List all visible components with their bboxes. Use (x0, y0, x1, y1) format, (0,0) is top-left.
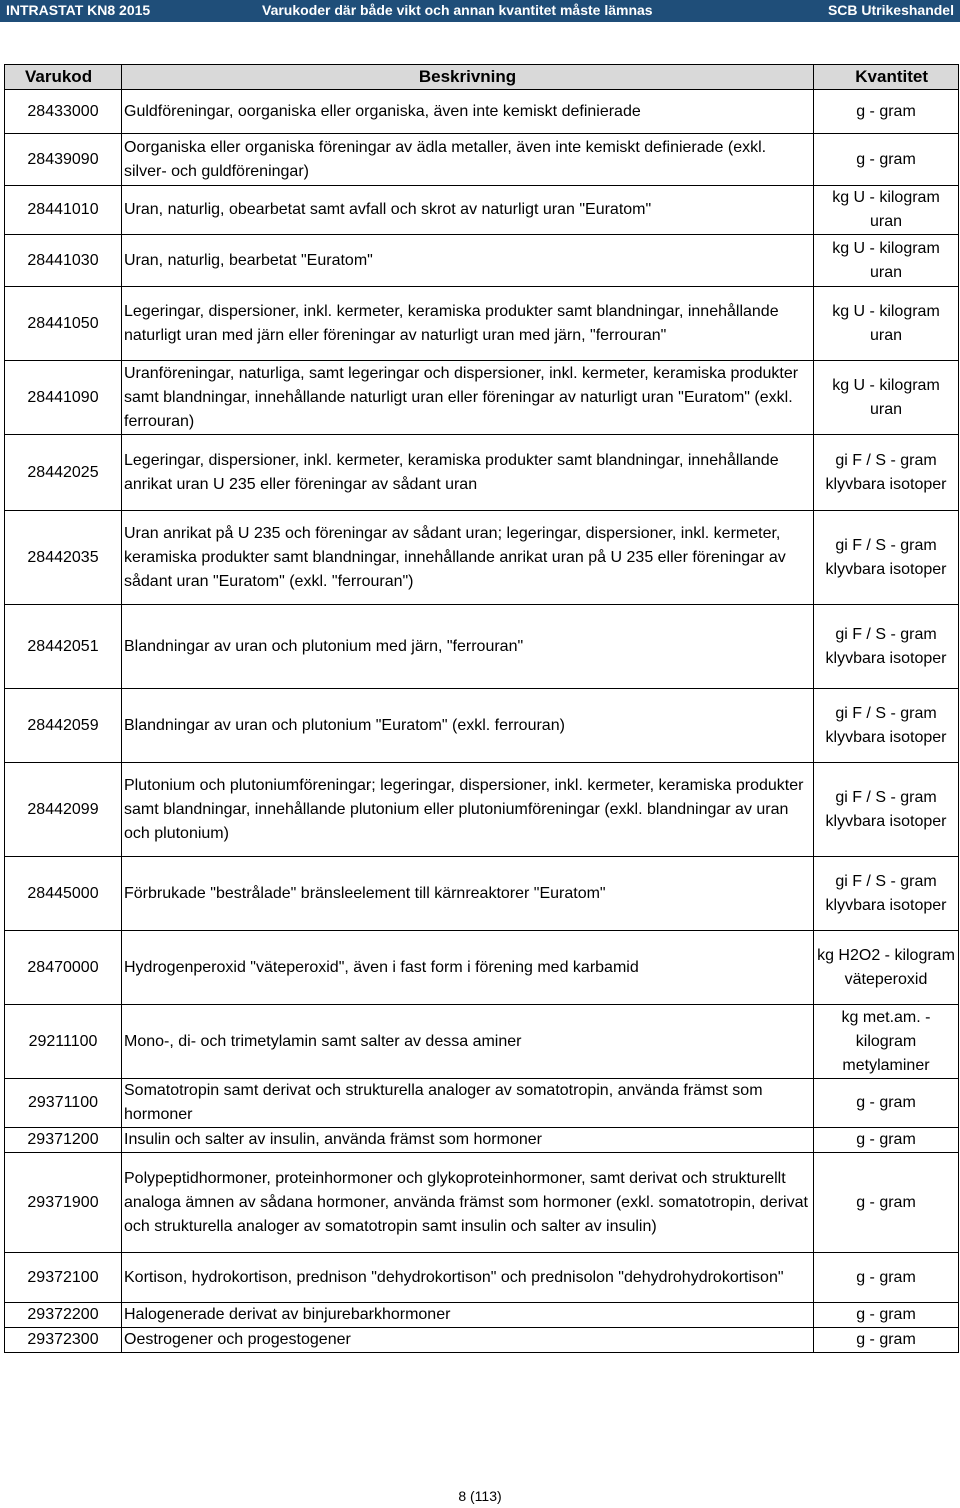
row-code: 29371200 (5, 1128, 122, 1153)
row-code: 28442099 (5, 763, 122, 857)
header-publisher: SCB Utrikeshandel (827, 2, 954, 18)
table-header-row (5, 65, 959, 90)
table-row (5, 287, 959, 361)
row-quantity: kg U - kilogram uran (814, 361, 959, 435)
row-description: Somatotropin samt derivat och strukturella analoger av somatotropin, använda främst som hormoner (122, 1079, 814, 1128)
table-row (5, 1328, 959, 1353)
page-header-bar (0, 0, 960, 22)
table-row (5, 605, 959, 689)
row-description: Förbrukade "bestrålade" bränsleelement till kärnreaktorer "Euratom" (122, 857, 814, 931)
table-row (5, 763, 959, 857)
row-description: Oorganiska eller organiska föreningar av ädla metaller, även inte kemiskt definierade (exkl. silver- och guldföreningar) (122, 134, 814, 186)
table-row (5, 1079, 959, 1128)
row-quantity: gi F / S - gram klyvbara isotoper (814, 435, 959, 511)
row-description: Blandningar av uran och plutonium med järn, "ferrouran" (122, 605, 814, 689)
row-description: Guldföreningar, oorganiska eller organiska, även inte kemiskt definierade (122, 90, 814, 134)
row-description: Uran, naturlig, bearbetat "Euratom" (122, 235, 814, 287)
table-row (5, 1303, 959, 1328)
table-row (5, 435, 959, 511)
row-quantity: gi F / S - gram klyvbara isotoper (814, 511, 959, 605)
row-quantity: gi F / S - gram klyvbara isotoper (814, 689, 959, 763)
row-description: Kortison, hydrokortison, prednison "dehydrokortison" och prednisolon "dehydrohydrokortison" (122, 1253, 814, 1303)
table-row (5, 90, 959, 134)
table-row (5, 361, 959, 435)
row-quantity: kg U - kilogram uran (814, 186, 959, 235)
row-description: Halogenerade derivat av binjurebarkhormoner (122, 1303, 814, 1328)
table-row (5, 1153, 959, 1253)
row-code: 28441050 (5, 287, 122, 361)
row-quantity: g - gram (814, 1253, 959, 1303)
row-quantity: kg U - kilogram uran (814, 287, 959, 361)
row-code: 28445000 (5, 857, 122, 931)
row-description: Uran anrikat på U 235 och föreningar av sådant uran; legeringar, dispersioner, inkl. kermeter, keramiska produkter samt blandningar, innehållande anrikat uran på U 235 eller föreningar av sådant uran "Euratom" (exkl. "ferrouran") (122, 511, 814, 605)
row-code: 28442025 (5, 435, 122, 511)
table-row (5, 511, 959, 605)
row-description: Mono-, di- och trimetylamin samt salter av dessa aminer (122, 1005, 814, 1079)
row-description: Blandningar av uran och plutonium "Euratom" (exkl. ferrouran) (122, 689, 814, 763)
table-row (5, 689, 959, 763)
row-code: 28470000 (5, 931, 122, 1005)
row-description: Insulin och salter av insulin, använda främst som hormoner (122, 1128, 814, 1153)
table-row (5, 857, 959, 931)
table-row (5, 931, 959, 1005)
row-quantity: gi F / S - gram klyvbara isotoper (814, 763, 959, 857)
table-row (5, 186, 959, 235)
row-description: Legeringar, dispersioner, inkl. kermeter, keramiska produkter samt blandningar, innehållande anrikat uran U 235 eller föreningar av sådant uran (122, 435, 814, 511)
row-quantity: gi F / S - gram klyvbara isotoper (814, 857, 959, 931)
header-subtitle: Varukoder där både vikt och annan kvantitet måste lämnas (262, 2, 653, 18)
table-body (5, 90, 959, 1353)
table-row (5, 235, 959, 287)
row-description: Legeringar, dispersioner, inkl. kermeter, keramiska produkter samt blandningar, innehållande naturligt uran med järn eller föreningar av naturligt uran med järn, "ferrouran" (122, 287, 814, 361)
row-quantity: kg U - kilogram uran (814, 235, 959, 287)
header-title: INTRASTAT KN8 2015 (6, 2, 151, 18)
row-code: 28441010 (5, 186, 122, 235)
row-description: Hydrogenperoxid "väteperoxid", även i fast form i förening med karbamid (122, 931, 814, 1005)
page-number: 8 (113) (458, 1488, 502, 1504)
row-quantity: g - gram (814, 134, 959, 186)
row-description: Plutonium och plutoniumföreningar; legeringar, dispersioner, inkl. kermeter, keramiska produkter samt blandningar, innehållande plutonium eller plutoniumföreningar (exkl. blandningar av uran och plutonium) (122, 763, 814, 857)
row-quantity: g - gram (814, 1153, 959, 1253)
row-quantity: g - gram (814, 1303, 959, 1328)
table-row (5, 134, 959, 186)
row-code: 29372200 (5, 1303, 122, 1328)
row-code: 28442059 (5, 689, 122, 763)
row-quantity: kg met.am. - kilogram metylaminer (814, 1005, 959, 1079)
row-code: 28433000 (5, 90, 122, 134)
row-quantity: g - gram (814, 1328, 959, 1353)
row-code: 29371100 (5, 1079, 122, 1128)
row-quantity: g - gram (814, 1128, 959, 1153)
row-code: 28441090 (5, 361, 122, 435)
row-description: Uranföreningar, naturliga, samt legeringar och dispersioner, inkl. kermeter, keramiska produkter samt blandningar, innehållande naturligt uran eller föreningar av naturligt uran "Euratom" (exkl. ferrouran) (122, 361, 814, 435)
row-code: 28439090 (5, 134, 122, 186)
row-description: Oestrogener och progestogener (122, 1328, 814, 1353)
row-quantity: kg H2O2 - kilogram väteperoxid (814, 931, 959, 1005)
table-row (5, 1128, 959, 1153)
row-code: 28442035 (5, 511, 122, 605)
row-quantity: g - gram (814, 90, 959, 134)
table-row (5, 1253, 959, 1303)
column-header-quantity: Kvantitet (814, 65, 959, 90)
row-code: 28442051 (5, 605, 122, 689)
row-description: Uran, naturlig, obearbetat samt avfall och skrot av naturligt uran "Euratom" (122, 186, 814, 235)
row-quantity: gi F / S - gram klyvbara isotoper (814, 605, 959, 689)
column-header-code: Varukod (5, 65, 122, 90)
column-header-description: Beskrivning (122, 65, 814, 90)
row-description: Polypeptidhormoner, proteinhormoner och glykoproteinhormoner, samt derivat och strukturellt analoga ämnen av sådana hormoner, använda främst som hormoner (exkl. somatotropin, derivat och strukturella analoger av somatotropin samt insulin och salter av insulin) (122, 1153, 814, 1253)
row-code: 29372100 (5, 1253, 122, 1303)
row-code: 29371900 (5, 1153, 122, 1253)
table-row (5, 1005, 959, 1079)
row-code: 29211100 (5, 1005, 122, 1079)
commodity-code-table (4, 64, 959, 1353)
row-code: 29372300 (5, 1328, 122, 1353)
row-code: 28441030 (5, 235, 122, 287)
row-quantity: g - gram (814, 1079, 959, 1128)
